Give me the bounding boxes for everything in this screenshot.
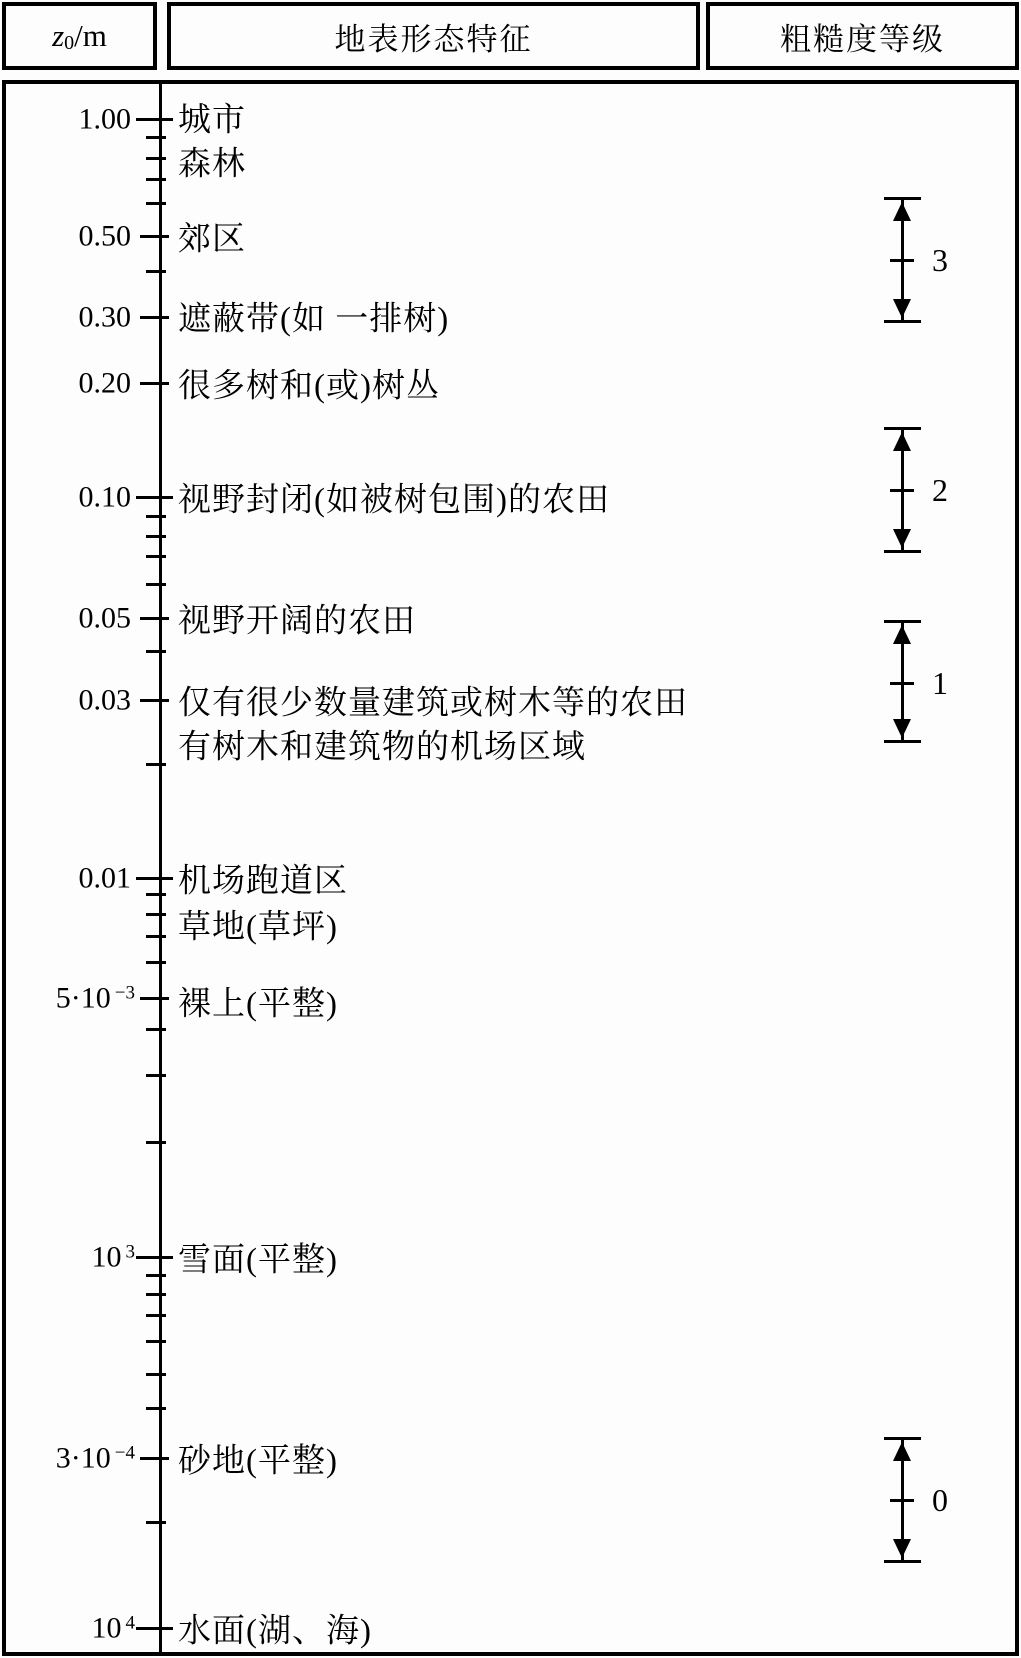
arrowhead-down-icon [893, 529, 911, 548]
surface-feature-text: 视野开阔的农田 [178, 603, 416, 640]
tick-label-exponent: 3 [125, 1241, 135, 1263]
surface-feature-text: 裸上(平整) [178, 986, 338, 1023]
tick-label-text: 0.01 [78, 861, 131, 895]
roughness-class-number: 0 [932, 1482, 948, 1518]
range-mid-tick [890, 489, 914, 492]
tick-label-text: 0.05 [78, 601, 131, 635]
surface-feature-text: 雪面(平整) [178, 1242, 338, 1279]
roughness-class-range [884, 620, 968, 743]
arrowhead-up-icon [893, 432, 911, 451]
range-mid-tick [890, 682, 914, 685]
z0-symbol: z [52, 18, 65, 53]
arrowhead-up-icon [893, 625, 911, 644]
arrowhead-down-icon [893, 1539, 911, 1558]
roughness-class-range [884, 197, 968, 323]
surface-feature-text: 有树木和建筑物的机场区域 [178, 729, 586, 766]
range-mid-tick [890, 259, 914, 262]
surface-feature-text: 草地(草坪) [178, 909, 338, 946]
arrowhead-up-icon [893, 1442, 911, 1461]
range-mid-tick [890, 1499, 914, 1502]
surface-feature-text: 水面(湖、海) [178, 1613, 372, 1650]
tick-label-exponent: −3 [114, 982, 135, 1004]
tick-label-text: 0.10 [78, 480, 131, 514]
arrowhead-down-icon [893, 299, 911, 318]
tick-label-text: 1.00 [78, 102, 131, 136]
surface-feature-text: 很多树和(或)树丛 [178, 368, 440, 405]
roughness-class-range [884, 1437, 968, 1563]
tick-label-exponent: 4 [125, 1612, 135, 1634]
surface-feature-text: 仅有很少数量建筑或树木等的农田 [178, 685, 688, 722]
arrowhead-down-icon [893, 719, 911, 738]
tick-label-text: 0.50 [78, 219, 131, 253]
header-roughness-class-label: 粗糙度等级 [780, 21, 945, 57]
roughness-class-number: 2 [932, 472, 948, 508]
z0-subscript: 0 [64, 31, 75, 54]
tick-label-text: 10 [91, 1611, 122, 1645]
header-surface-features-label: 地表形态特征 [334, 21, 533, 57]
surface-feature-text: 机场跑道区 [178, 863, 348, 900]
tick-label-text: 0.30 [78, 300, 131, 334]
tick-label-exponent: −4 [114, 1442, 135, 1464]
surface-feature-text: 视野封闭(如被树包围)的农田 [178, 482, 610, 519]
surface-feature-text: 森林 [178, 146, 246, 183]
tick-label-text: 0.03 [78, 683, 131, 717]
tick-label-text: 5·10 [55, 981, 111, 1015]
tick-label-text: 10 [91, 1240, 122, 1274]
tick-label-text: 3·10 [55, 1441, 111, 1475]
roughness-class-number: 3 [932, 242, 948, 278]
surface-feature-text: 郊区 [178, 221, 246, 258]
surface-feature-text: 遮蔽带(如 一排树) [178, 301, 450, 338]
roughness-class-number: 1 [932, 665, 948, 701]
z0-unit-text: /m [74, 18, 107, 53]
surface-feature-text: 城市 [178, 102, 246, 139]
tick-label-text: 0.20 [78, 366, 131, 400]
surface-feature-text: 砂地(平整) [178, 1443, 338, 1480]
arrowhead-up-icon [893, 202, 911, 221]
roughness-class-range [884, 427, 968, 553]
